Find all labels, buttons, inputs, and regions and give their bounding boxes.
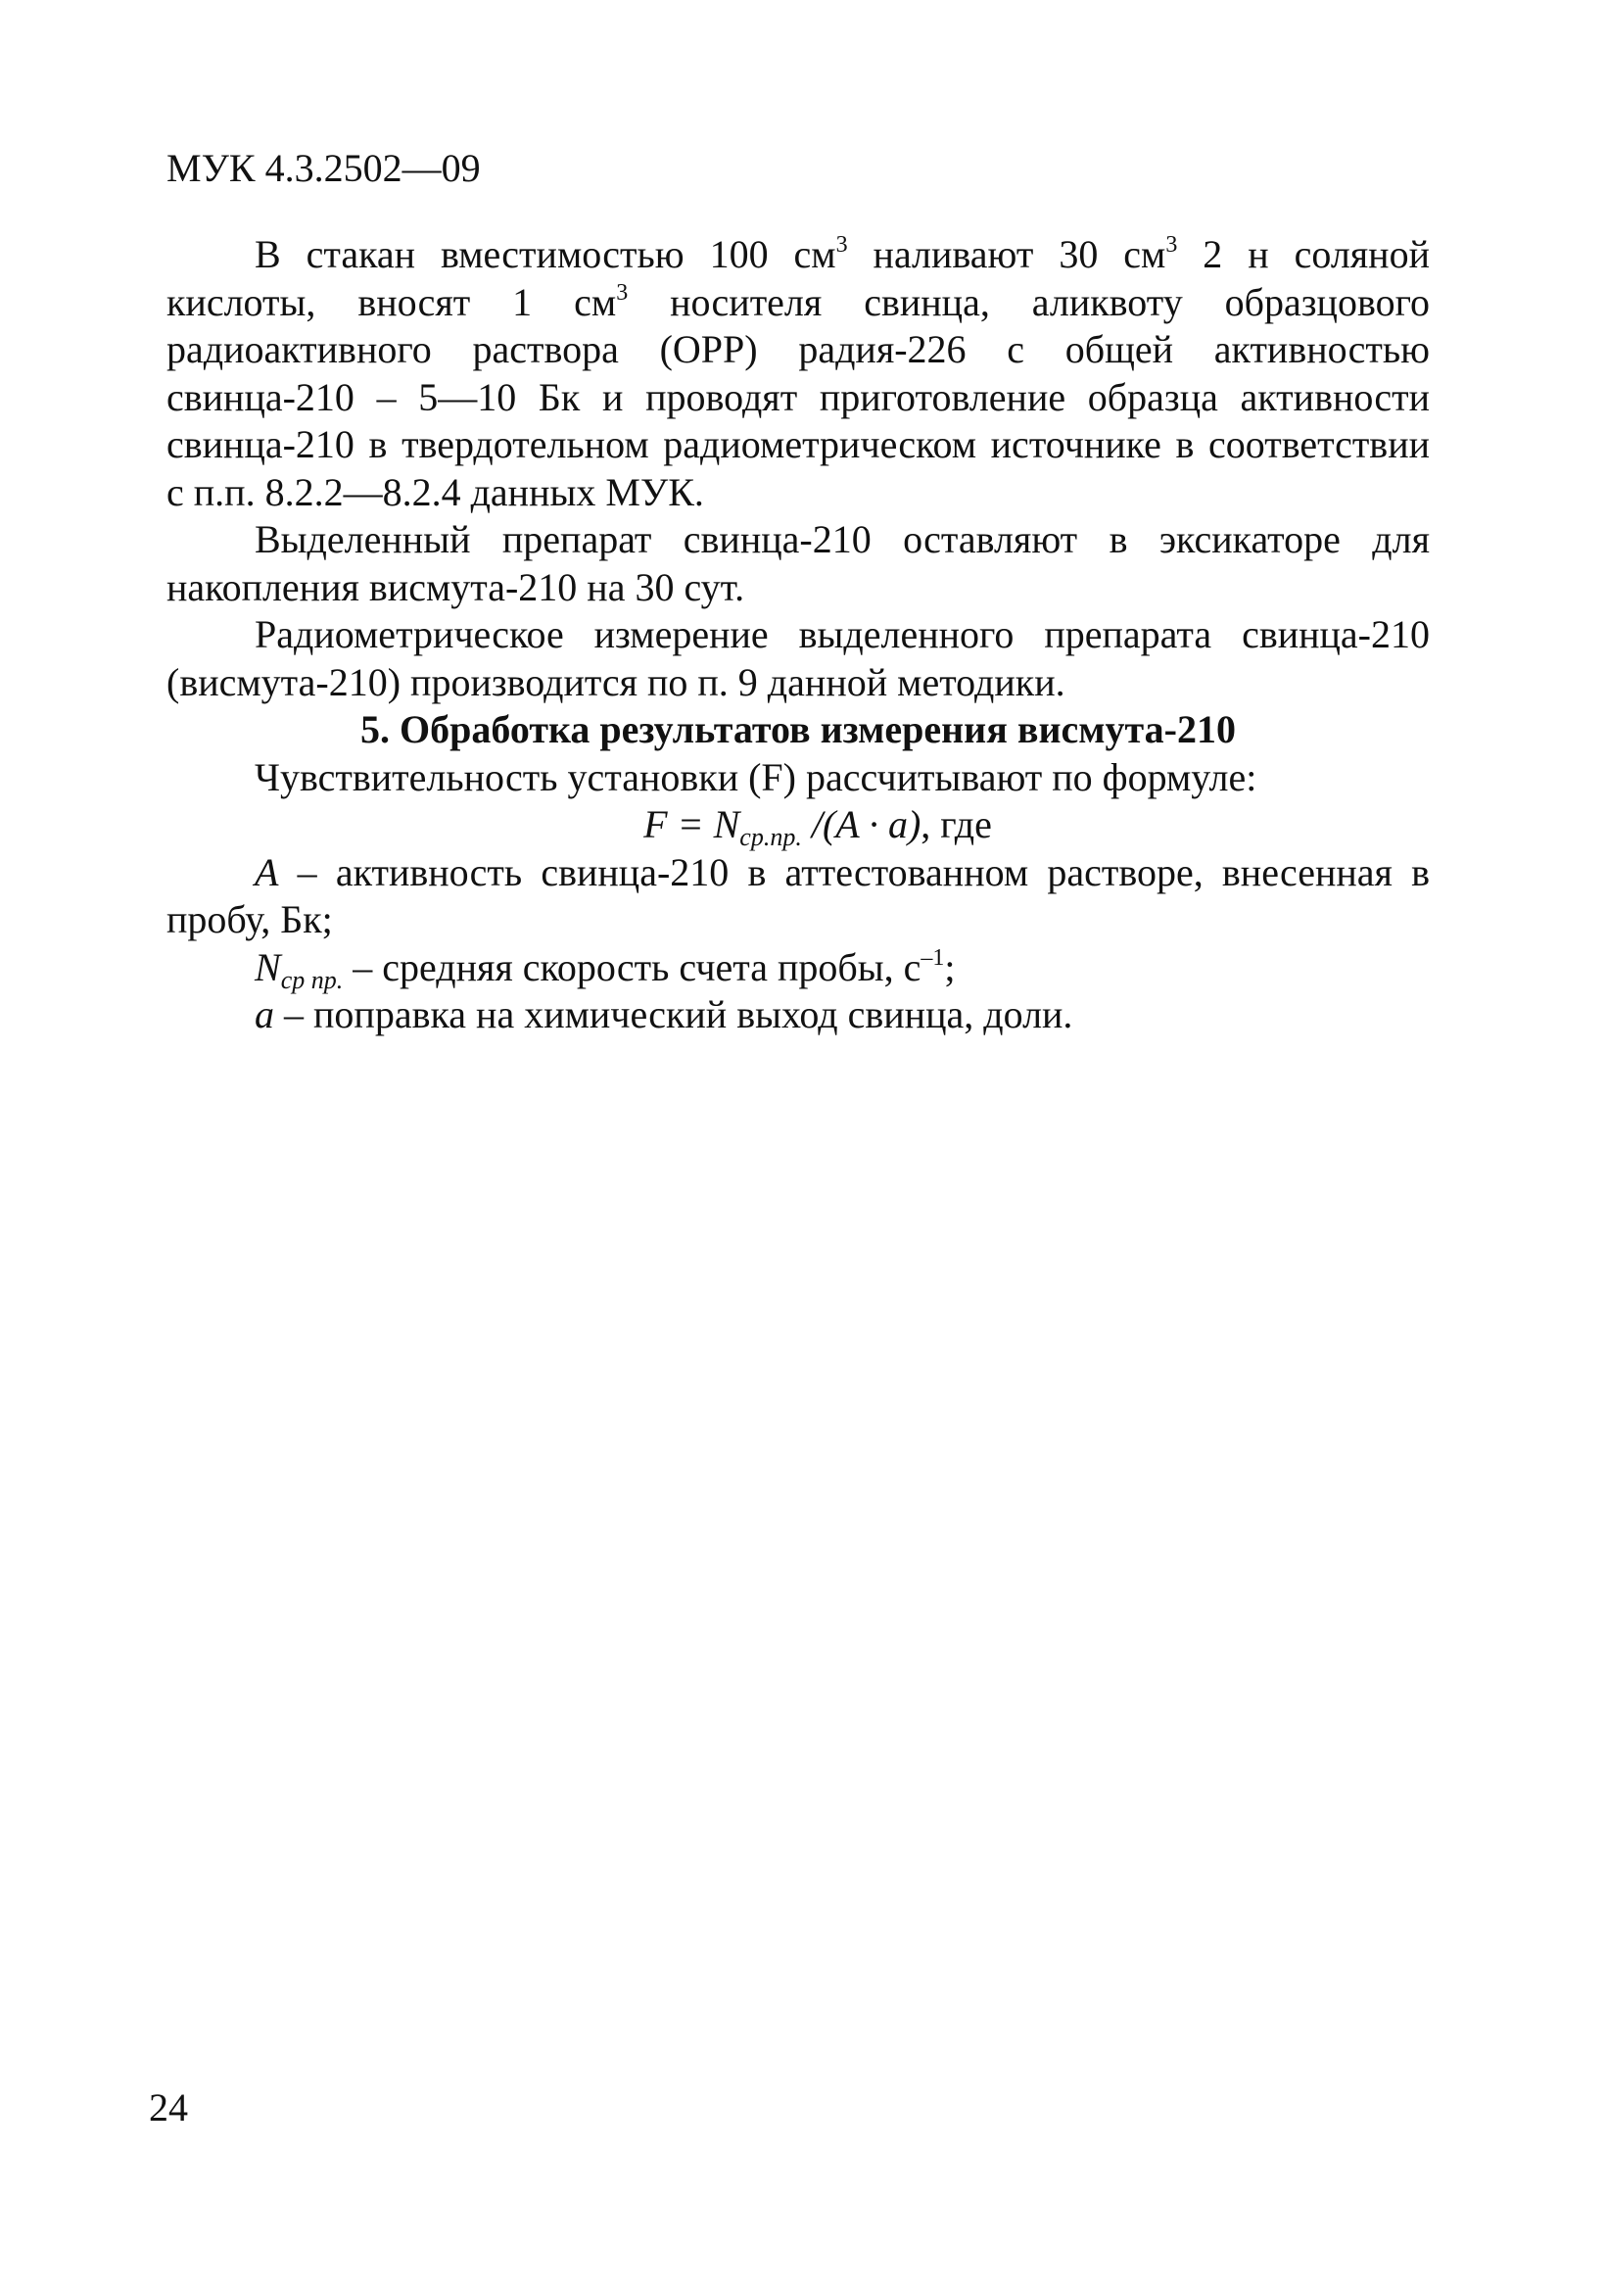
superscript-3: 3: [835, 232, 848, 258]
symbol-n: N: [255, 944, 281, 989]
symbol-alpha: a: [255, 992, 274, 1036]
symbol-n-subscript: ср пр.: [280, 965, 344, 994]
section-heading: 5. Обработка результатов измерения висмута-210: [360, 707, 1236, 751]
formula-subscript: ср.пр.: [739, 823, 802, 851]
p1-text-a: В стакан вместимостью 100 см: [255, 232, 836, 276]
page-number: 24: [149, 2085, 188, 2129]
paragraph-measurement: Радиометрическое измерение выделенного препарата свинца-210 (висмута-210) производится по п. 9 данной методики.: [166, 612, 1430, 704]
p1-text-b: наливают 30 см: [847, 232, 1166, 276]
definition-a: [166, 849, 1430, 944]
superscript-3: 3: [1165, 232, 1178, 258]
body-text: [166, 231, 1430, 1039]
formula-rhs: /(A · a): [801, 802, 921, 846]
definition-a-text: – активность свинца-210 в аттестованном растворе, внесенная в пробу, Бк;: [166, 849, 1430, 941]
definition-alpha: [166, 991, 1430, 1039]
sensitivity-intro: Чувствительность установки (F) рассчитывают по формуле:: [255, 754, 1257, 799]
paragraph-desiccator: Выделенный препарат свинца-210 оставляют в эксикаторе для накопления висмута-210 на 30 сут.: [166, 517, 1430, 609]
definition-n: [166, 944, 1430, 992]
formula-lhs: F = N: [643, 802, 740, 846]
p1-text-c: 2 н соляной кислоты, вносят 1 см: [166, 232, 1430, 324]
symbol-a: A: [255, 849, 279, 894]
definitions: [166, 849, 1430, 1039]
formula-tail: , где: [921, 802, 992, 846]
definition-n-text: – средняя скорость счета пробы, с: [343, 944, 921, 989]
document-code: МУК 4.3.2502—09: [166, 146, 481, 190]
superscript-3: 3: [616, 279, 629, 306]
paragraph-preparation: [166, 231, 1430, 516]
definition-n-end: ;: [944, 944, 956, 989]
p1-text-d: носителя свинца, аликвоту образцового радиоактивного раствора (ОРР) радия-226 с общей активностью свинца-210 – 5—10 Бк и проводят приготовление образца активности свинца-210 в твердотельном радиометрическом источнике в соответствии с п.п. 8.2.2—8.2.4 данных МУК.: [166, 279, 1430, 514]
superscript-minus-one: –1: [921, 944, 945, 971]
definition-alpha-text: – поправка на химический выход свинца, доли.: [274, 992, 1073, 1036]
formula: [166, 801, 1430, 849]
